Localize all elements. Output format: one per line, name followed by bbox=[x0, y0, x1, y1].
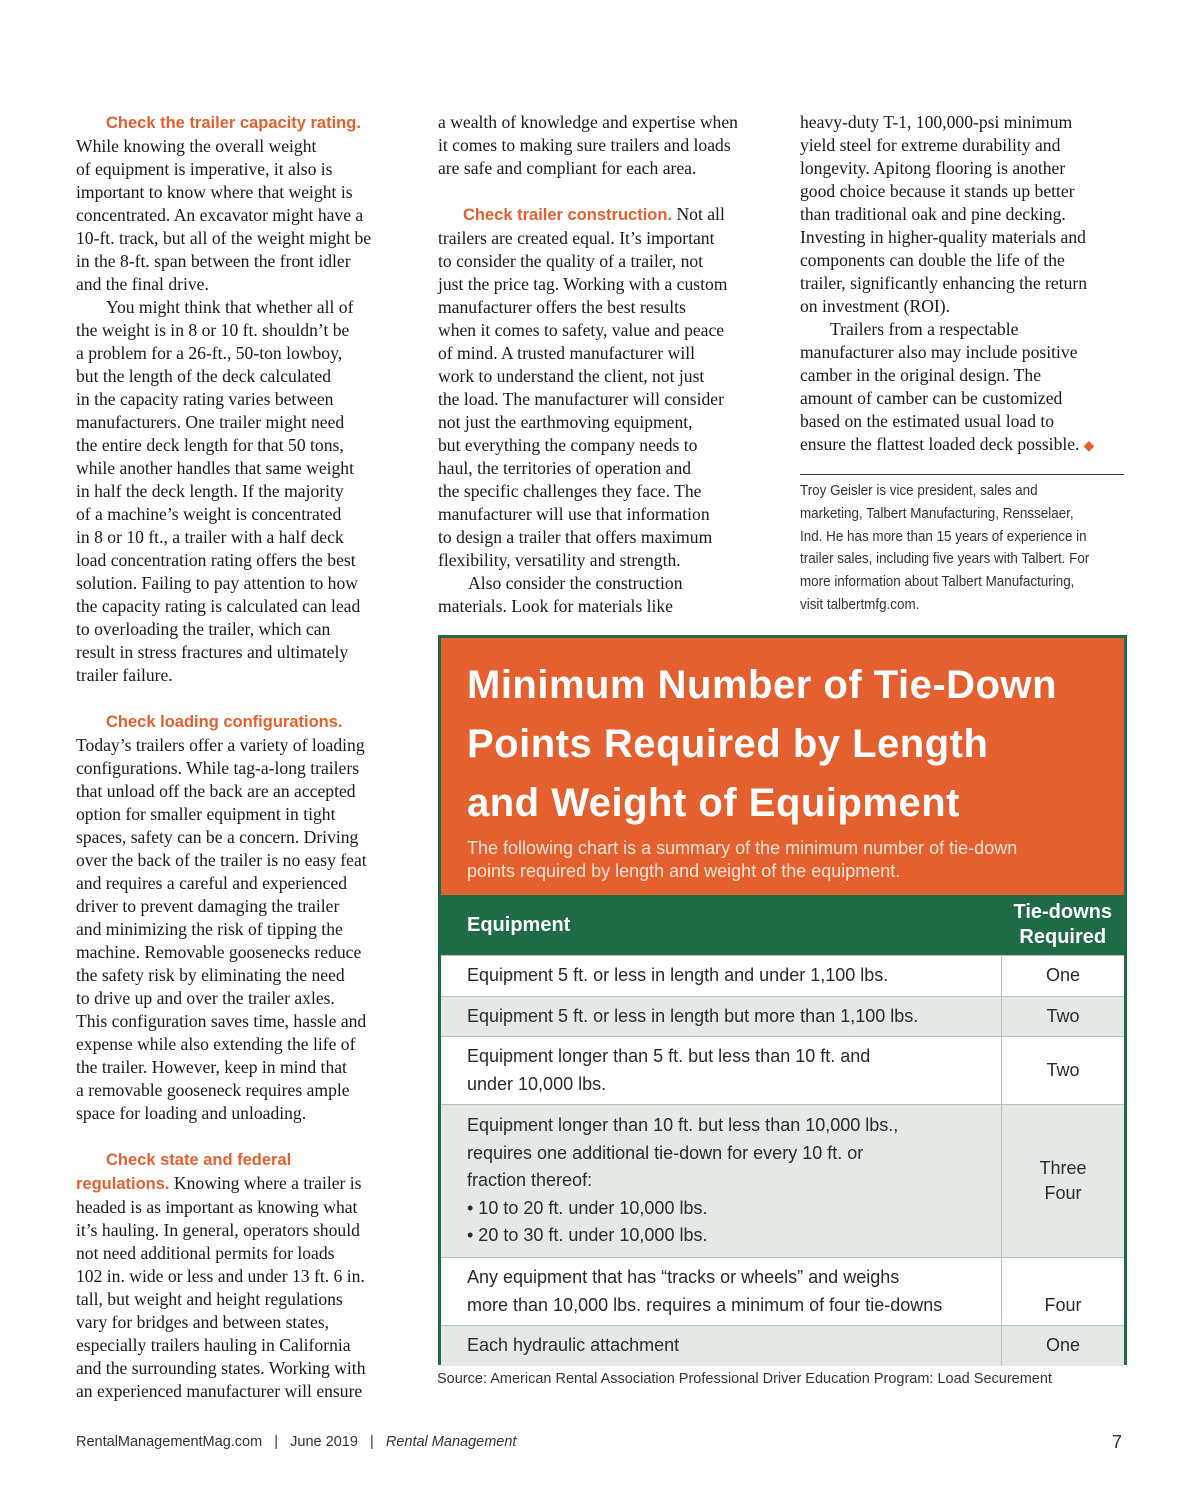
line: Any equipment that has “tracks or wheels” and weighs bbox=[467, 1267, 900, 1287]
line: the entire deck length for that 50 tons, bbox=[76, 435, 344, 455]
tie-down-sidebar bbox=[438, 635, 1127, 1365]
line: • 20 to 30 ft. under 10,000 lbs. bbox=[467, 1225, 708, 1246]
line: the trailer. However, keep in mind that bbox=[76, 1057, 347, 1077]
line: Troy Geisler is vice president, sales and bbox=[800, 483, 1038, 499]
line: materials. Look for materials like bbox=[438, 596, 673, 616]
table-row bbox=[441, 956, 1124, 997]
page-number: 7 bbox=[1112, 1432, 1123, 1452]
bio-divider bbox=[800, 474, 1124, 475]
line: that unload off the back are an accepted bbox=[76, 781, 356, 801]
line: machine. Removable goosenecks reduce bbox=[76, 942, 362, 962]
line: amount of camber can be customized bbox=[800, 388, 1063, 408]
column-header-equipment: Equipment bbox=[441, 895, 1002, 956]
line: manufacturers. One trailer might need bbox=[76, 412, 345, 432]
line: the capacity rating is calculated can lead bbox=[76, 596, 361, 616]
line: based on the estimated usual load to bbox=[800, 411, 1055, 431]
line: it’s hauling. In general, operators should bbox=[76, 1220, 360, 1240]
column-header-tiedowns bbox=[1002, 895, 1125, 956]
article-column-1 bbox=[76, 111, 401, 1403]
table-row bbox=[441, 1258, 1124, 1326]
para-construction bbox=[438, 203, 778, 572]
line: work to understand the client, not just bbox=[438, 366, 705, 386]
line: an experienced manufacturer will ensure bbox=[76, 1381, 363, 1401]
line: in the 8-ft. span between the front idler bbox=[76, 251, 351, 271]
line: Four bbox=[1044, 1183, 1082, 1203]
line: manufacturer offers the best results bbox=[438, 297, 686, 317]
required-cell: One bbox=[1002, 1326, 1125, 1366]
line: Minimum Number of Tie-Down bbox=[467, 663, 1058, 707]
line: Tie-downs bbox=[1013, 901, 1113, 923]
line: while another handles that same weight bbox=[76, 458, 354, 478]
line: manufacturer will use that information bbox=[438, 504, 710, 524]
line: to drive up and over the trailer axles. bbox=[76, 988, 335, 1008]
line: but the length of the deck calculated bbox=[76, 366, 332, 386]
line: Not all bbox=[672, 204, 725, 224]
line: when it comes to safety, value and peace bbox=[438, 320, 725, 340]
line: good choice because it stands up better bbox=[800, 181, 1075, 201]
sidebar-title bbox=[467, 656, 1100, 833]
line: While knowing the overall weight bbox=[76, 136, 317, 156]
line: visit talbertmfg.com. bbox=[800, 596, 920, 613]
line: Required bbox=[1019, 926, 1107, 948]
para-loading bbox=[76, 734, 401, 1125]
line: trailers are created equal. It’s important bbox=[438, 228, 715, 248]
line: a wealth of knowledge and expertise when bbox=[438, 112, 738, 132]
table-row bbox=[441, 996, 1124, 1037]
required-cell: Four bbox=[1002, 1258, 1125, 1326]
line: Equipment longer than 5 ft. but less than 10 ft. and bbox=[467, 1046, 871, 1066]
para-materials bbox=[438, 572, 778, 618]
line: and requires a careful and experienced bbox=[76, 873, 348, 893]
section-heading-regulations: Check state and federal bbox=[106, 1151, 292, 1169]
line: marketing, Talbert Manufacturing, Rensselaer, bbox=[800, 505, 1074, 522]
line: Investing in higher-quality materials and bbox=[800, 227, 1086, 247]
line: on investment (ROI). bbox=[800, 296, 951, 316]
para-camber bbox=[800, 318, 1135, 458]
line: ensure the flattest loaded deck possible. bbox=[800, 434, 1080, 454]
line: and minimizing the risk of tipping the bbox=[76, 919, 343, 939]
line: requires one additional tie-down for every 10 ft. or bbox=[467, 1142, 864, 1163]
line: headed is as important as knowing what bbox=[76, 1197, 358, 1217]
line: • 10 to 20 ft. under 10,000 lbs. bbox=[467, 1197, 708, 1218]
line: Ind. He has more than 15 years of experience in bbox=[800, 528, 1087, 545]
tie-down-table bbox=[441, 895, 1124, 1366]
line: a problem for a 26-ft., 50-ton lowboy, bbox=[76, 343, 343, 363]
line: points required by length and weight of the equipment. bbox=[467, 861, 901, 881]
line: not just the earthmoving equipment, bbox=[438, 412, 693, 432]
line: are safe and compliant for each area. bbox=[438, 158, 697, 178]
line: of a machine’s weight is concentrated bbox=[76, 504, 342, 524]
line: result in stress fractures and ultimately bbox=[76, 642, 349, 662]
line: space for loading and unloading. bbox=[76, 1103, 307, 1123]
required-cell bbox=[1002, 1105, 1125, 1258]
line: over the back of the trailer is no easy feat bbox=[76, 850, 367, 870]
line: yield steel for extreme durability and bbox=[800, 135, 1061, 155]
line: more than 10,000 lbs. requires a minimum of four tie-downs bbox=[467, 1294, 943, 1315]
line: tall, but weight and height regulations bbox=[76, 1289, 343, 1309]
line: You might think that whether all of bbox=[106, 297, 354, 317]
equipment-cell: Equipment 5 ft. or less in length but more than 1,100 lbs. bbox=[441, 996, 1002, 1037]
table-header-row bbox=[441, 895, 1124, 956]
footer-separator: | bbox=[369, 1434, 374, 1450]
page-footer bbox=[76, 1434, 516, 1450]
line: the specific challenges they face. The bbox=[438, 481, 702, 501]
para-materials-cont bbox=[800, 111, 1135, 318]
equipment-cell bbox=[441, 1105, 1002, 1258]
line: important to know where that weight is bbox=[76, 182, 353, 202]
line: in the capacity rating varies between bbox=[76, 389, 334, 409]
line: to overloading the trailer, which can bbox=[76, 619, 331, 639]
line: solution. Failing to pay attention to how bbox=[76, 573, 358, 593]
footer-separator: | bbox=[274, 1434, 279, 1450]
equipment-cell bbox=[441, 1258, 1002, 1326]
line: a removable gooseneck requires ample bbox=[76, 1080, 350, 1100]
line: The following chart is a summary of the minimum number of tie-down bbox=[467, 838, 1018, 858]
line: but everything the company needs to bbox=[438, 435, 698, 455]
line: Today’s trailers offer a variety of loading bbox=[76, 735, 365, 755]
equipment-cell: Equipment 5 ft. or less in length and under 1,100 lbs. bbox=[441, 956, 1002, 997]
required-cell: One bbox=[1002, 956, 1125, 997]
line: in half the deck length. If the majority bbox=[76, 481, 344, 501]
line: of mind. A trusted manufacturer will bbox=[438, 343, 696, 363]
line: trailer sales, including five years with Talbert. For bbox=[800, 551, 1090, 568]
line: concentrated. An excavator might have a bbox=[76, 205, 364, 225]
line: the weight is in 8 or 10 ft. shouldn’t be bbox=[76, 320, 350, 340]
line: configurations. While tag-a-long trailers bbox=[76, 758, 360, 778]
line: just the price tag. Working with a custom bbox=[438, 274, 728, 294]
line: than traditional oak and pine decking. bbox=[800, 204, 1066, 224]
line: Equipment longer than 10 ft. but less than 10,000 lbs., bbox=[467, 1115, 899, 1136]
line: driver to prevent damaging the trailer bbox=[76, 896, 340, 916]
section-heading-construction: Check trailer construction. bbox=[463, 206, 673, 224]
line: in 8 or 10 ft., a trailer with a half deck bbox=[76, 527, 344, 547]
equipment-cell bbox=[441, 1037, 1002, 1105]
line: and the surrounding states. Working with bbox=[76, 1358, 366, 1378]
line: Trailers from a respectable bbox=[830, 319, 1019, 339]
footer-site: RentalManagementMag.com bbox=[76, 1434, 263, 1450]
line: trailer, significantly enhancing the return bbox=[800, 273, 1088, 293]
line: the load. The manufacturer will consider bbox=[438, 389, 724, 409]
section-heading-capacity: Check the trailer capacity rating. bbox=[106, 114, 361, 132]
line: vary for bridges and between states, bbox=[76, 1312, 330, 1332]
line: components can double the life of the bbox=[800, 250, 1065, 270]
line: to design a trailer that offers maximum bbox=[438, 527, 713, 547]
line: expense while also extending the life of bbox=[76, 1034, 356, 1054]
author-bio bbox=[800, 480, 1104, 617]
line: it comes to making sure trailers and loads bbox=[438, 135, 731, 155]
line: trailer failure. bbox=[76, 665, 173, 685]
section-heading-regulations-cont: regulations. bbox=[76, 1175, 170, 1193]
para-continued bbox=[438, 111, 778, 180]
line: and the final drive. bbox=[76, 274, 209, 294]
line: load concentration rating offers the best bbox=[76, 550, 356, 570]
line: option for smaller equipment in tight bbox=[76, 804, 336, 824]
line: spaces, safety can be a concern. Driving bbox=[76, 827, 359, 847]
line: This configuration saves time, hassle and bbox=[76, 1011, 367, 1031]
table-row bbox=[441, 1037, 1124, 1105]
para-capacity-2 bbox=[76, 296, 401, 687]
article-column-2 bbox=[438, 111, 778, 618]
line: Also consider the construction bbox=[468, 573, 683, 593]
table-source: Source: American Rental Association Professional Driver Education Program: Load Securement bbox=[437, 1371, 1052, 1387]
para-regulations bbox=[76, 1172, 401, 1403]
sidebar-header bbox=[441, 638, 1124, 895]
line: haul, the territories of operation and bbox=[438, 458, 692, 478]
footer-magazine: Rental Management bbox=[385, 1434, 517, 1450]
section-heading-loading: Check loading configurations. bbox=[106, 713, 343, 731]
line: Knowing where a trailer is bbox=[169, 1173, 362, 1193]
line: more information about Talbert Manufacturing, bbox=[800, 574, 1075, 591]
line: heavy-duty T-1, 100,000-psi minimum bbox=[800, 112, 1073, 132]
line: to consider the quality of a trailer, not bbox=[438, 251, 704, 271]
line: the safety risk by eliminating the need bbox=[76, 965, 345, 985]
table-row bbox=[441, 1326, 1124, 1366]
line: manufacturer also may include positive bbox=[800, 342, 1078, 362]
required-cell: Two bbox=[1002, 1037, 1125, 1105]
required-cell: Two bbox=[1002, 996, 1125, 1037]
footer-date: June 2019 bbox=[290, 1434, 358, 1450]
line: Points Required by Length bbox=[467, 722, 989, 766]
table-row bbox=[441, 1105, 1124, 1258]
line: 102 in. wide or less and under 13 ft. 6 in. bbox=[76, 1266, 365, 1286]
line: 10-ft. track, but all of the weight might be bbox=[76, 228, 372, 248]
article-column-3 bbox=[800, 111, 1135, 458]
line: under 10,000 lbs. bbox=[467, 1073, 607, 1094]
line: not need additional permits for loads bbox=[76, 1243, 335, 1263]
line: camber in the original design. The bbox=[800, 365, 1042, 385]
line: of equipment is imperative, it also is bbox=[76, 159, 333, 179]
line: and Weight of Equipment bbox=[467, 781, 960, 825]
end-mark-diamond-icon: ◆ bbox=[1083, 439, 1095, 454]
sidebar-subtitle bbox=[467, 837, 1100, 883]
line: fraction thereof: bbox=[467, 1170, 593, 1191]
equipment-cell: Each hydraulic attachment bbox=[441, 1326, 1002, 1366]
line: especially trailers hauling in California bbox=[76, 1335, 351, 1355]
para-capacity-1 bbox=[76, 135, 401, 296]
line: longevity. Apitong flooring is another bbox=[800, 158, 1066, 178]
line: flexibility, versatility and strength. bbox=[438, 550, 681, 570]
line: Three bbox=[1039, 1158, 1087, 1178]
